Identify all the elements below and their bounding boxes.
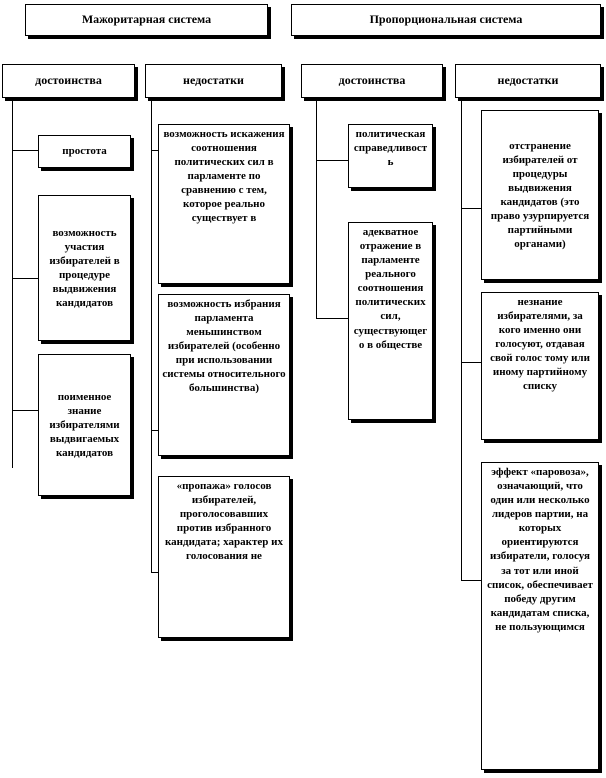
connector-line <box>461 98 462 580</box>
proportional-con-item: отстранение избирателей от процедуры выдвижения кандидатов (это право узурпируется партийными органами) <box>481 110 599 280</box>
connector-line <box>316 98 317 318</box>
majoritarian-title: Мажоритарная система <box>25 4 268 36</box>
majoritarian-pro-item: возможность участия избирателей в процедуре выдвижения кандидатов <box>38 195 131 341</box>
connector-line <box>316 318 348 319</box>
proportional-con-item: незнание избирателями, за кого именно они голосуют, отдавая свой голос тому или иному партийному списку <box>481 292 599 440</box>
majoritarian-con-item: возможность избрания парламента меньшинством избирателей (особенно при использовании системы относительного большинства) <box>158 294 290 456</box>
connector-line <box>461 580 481 581</box>
majoritarian-con-item: «пропажа» голосов избирателей, проголосовавших против избранного кандидата; характер их голосования не <box>158 476 290 638</box>
proportional-con-item: эффект «паровоза», означающий, что один или несколько лидеров партии, на которых ориентируются избиратели, голосуя за тот или иной список, обеспечивает победу другим кандидатам списка, не пользующимся <box>481 462 599 770</box>
connector-line <box>151 150 158 151</box>
connector-line <box>12 410 38 411</box>
proportional-pro-item: политическая справедливость <box>348 124 433 188</box>
connector-line <box>12 150 38 151</box>
majoritarian-pro-item: простота <box>38 135 131 168</box>
proportional-title: Пропорциональная система <box>291 4 601 36</box>
connector-line <box>461 208 481 209</box>
connector-line <box>12 98 13 468</box>
proportional-pro-item: адекватное отражение в парламенте реального соотношения политических сил, существующего в обществе <box>348 222 433 420</box>
connector-line <box>316 160 348 161</box>
connector-line <box>461 362 481 363</box>
majoritarian-con-item: возможность искажения соотношения политических сил в парламенте по сравнению с тем, которое реально существует в <box>158 124 290 284</box>
majoritarian-cons-header: недостатки <box>145 64 282 98</box>
connector-line <box>151 572 158 573</box>
connector-line <box>151 98 152 572</box>
proportional-pros-header: достоинства <box>301 64 443 98</box>
connector-line <box>12 278 38 279</box>
proportional-cons-header: недостатки <box>455 64 601 98</box>
connector-line <box>151 430 158 431</box>
majoritarian-pro-item: поименное знание избирателями выдвигаемых кандидатов <box>38 354 131 496</box>
majoritarian-pros-header: достоинства <box>2 64 135 98</box>
